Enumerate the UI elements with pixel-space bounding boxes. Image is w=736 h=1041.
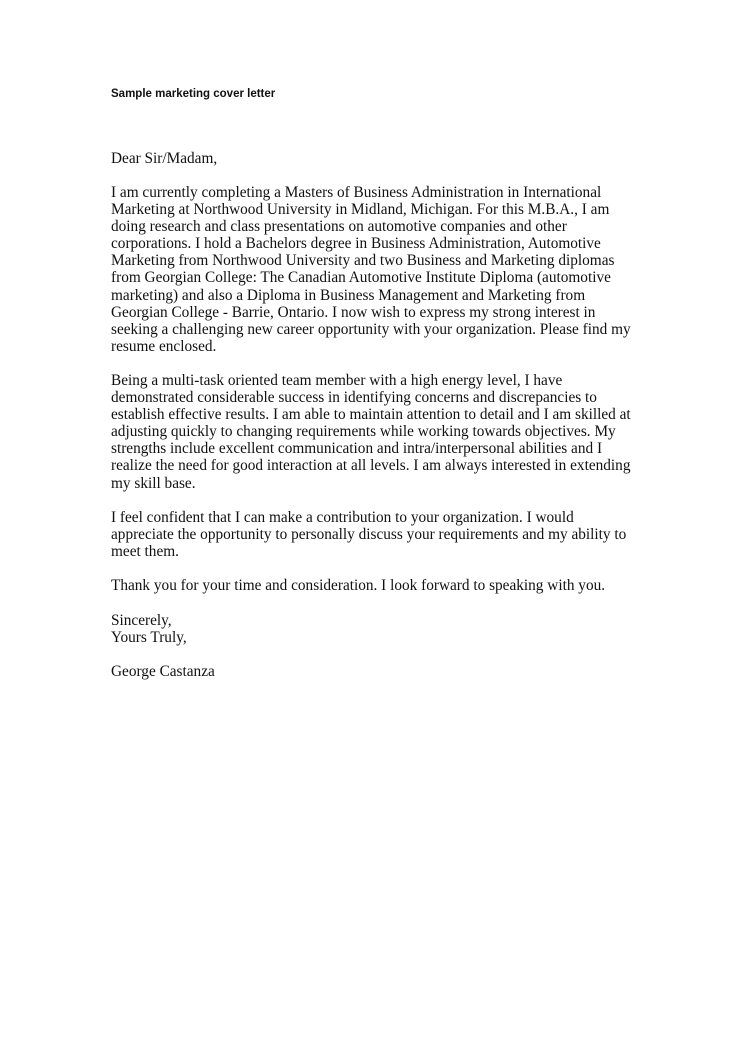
paragraph-intro xyxy=(111,184,631,355)
paragraph-line: seeking a challenging new career opportunity with your organization. Please find my xyxy=(111,320,631,338)
paragraph-line: Georgian College - Barrie, Ontario. I now wish to express my strong interest in xyxy=(111,303,596,321)
signature-name: George Castanza xyxy=(111,663,215,680)
paragraph-line: corporations. I hold a Bachelors degree in Business Administration, Automotive xyxy=(111,235,601,253)
paragraph-line: I am currently completing a Masters of Business Administration in International xyxy=(111,184,602,201)
closing xyxy=(111,612,631,646)
salutation xyxy=(111,150,631,167)
paragraph-line: establish effective results. I am able to maintain attention to detail and I am skilled at xyxy=(111,406,631,424)
signature xyxy=(111,663,631,680)
closing-line: Sincerely, xyxy=(111,612,172,629)
paragraph-line: strengths include excellent communication and intra/interpersonal abilities and I xyxy=(111,440,603,458)
paragraph-line: adjusting quickly to changing requirements while working towards objectives. My xyxy=(111,423,616,441)
closing-line: Yours Truly, xyxy=(111,629,187,647)
paragraph-line: from Georgian College: The Canadian Automotive Institute Diploma (automotive xyxy=(111,269,611,287)
paragraph-line: Thank you for your time and consideration. I look forward to speaking with you. xyxy=(111,577,606,594)
paragraph-contribution xyxy=(111,509,631,560)
paragraph-line: Marketing from Northwood University and two Business and Marketing diplomas xyxy=(111,252,615,270)
paragraph-line: meet them. xyxy=(111,543,179,561)
paragraph-line: demonstrated considerable success in identifying concerns and discrepancies to xyxy=(111,389,597,407)
paragraph-line: resume enclosed. xyxy=(111,337,217,355)
paragraph-line: appreciate the opportunity to personally discuss your requirements and my ability to xyxy=(111,526,627,544)
paragraph-line: my skill base. xyxy=(111,474,196,492)
paragraph-line: marketing) and also a Diploma in Business Management and Marketing from xyxy=(111,286,586,304)
paragraph-thanks xyxy=(111,577,631,594)
paragraph-line: Being a multi-task oriented team member with a high energy level, I have xyxy=(111,372,563,389)
paragraph-line: realize the need for good interaction at all levels. I am always interested in extending xyxy=(111,457,631,475)
paragraph-line: doing research and class presentations on automotive companies and other xyxy=(111,218,567,236)
paragraph-skills xyxy=(111,372,631,492)
paragraph-line: Marketing at Northwood University in Midland, Michigan. For this M.B.A., I am xyxy=(111,201,610,219)
salutation-line: Dear Sir/Madam, xyxy=(111,150,218,167)
document-heading: Sample marketing cover letter xyxy=(111,88,276,100)
paragraph-line: I feel confident that I can make a contribution to your organization. I would xyxy=(111,509,574,526)
